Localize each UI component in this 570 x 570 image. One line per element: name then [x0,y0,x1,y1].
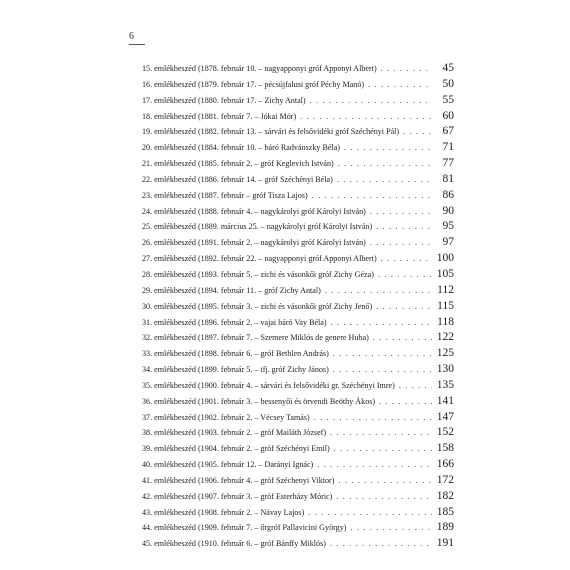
toc-dot-leader [374,270,432,279]
toc-row [142,62,454,78]
toc-entry-title: 29. emlékbeszéd (1894. február 11. – gróf Zichy Antal) [142,285,321,295]
toc-page-number: 67 [442,125,454,138]
toc-page-number: 97 [442,236,454,249]
toc-entry-title: 42. emlékbeszéd (1907. február 3. – gróf Esterházy Móric) [142,491,333,501]
toc-page-number: 55 [442,93,454,106]
toc-row [142,173,454,189]
toc-entry-title: 45. emlékbeszéd (1910. február 6. – gróf Bánffy Miklós) [142,539,326,549]
toc-dot-leader [304,508,432,517]
toc-page-number: 95 [442,220,454,233]
toc-entry-title: 41. emlékbeszéd (1906. február 4. – gróf Széchenyi Viktor) [142,475,335,485]
toc-dot-leader [334,476,432,485]
toc-page-number: 182 [436,489,454,502]
toc-dot-leader [321,286,432,295]
toc-row [142,537,454,553]
toc-page-number: 158 [436,442,454,455]
toc-page-number: 172 [436,473,454,486]
toc-page-number: 191 [436,537,454,550]
toc-entry-title: 17. emlékbeszéd (1880. február 17. – Zichy Antal) [142,95,306,105]
toc-row [142,252,454,268]
toc-page-number: 86 [442,188,454,201]
toc-row [142,236,454,252]
toc-dot-leader [296,112,432,121]
toc-entry-title: 27. emlékbeszéd (1892. február 22. – nagyapponyi gróf Apponyi Albert) [142,254,377,264]
toc-row [142,78,454,94]
toc-dot-leader [377,64,432,73]
toc-row [142,157,454,173]
toc-entry-title: 34. emlékbeszéd (1899. február 5. – ifj. gróf Zichy János) [142,365,329,375]
toc-page-number: 81 [442,172,454,185]
toc-dot-leader [366,207,432,216]
toc-row [142,141,454,157]
toc-entry-title: 25. emlékbeszéd (1889. március 25. – nagykárolyi gróf Károlyi István) [142,222,373,232]
toc-row [142,284,454,300]
toc-dot-leader [308,191,432,200]
toc-dot-leader [334,159,432,168]
toc-page-number: 77 [442,157,454,170]
toc-page-number: 105 [436,267,454,280]
toc-row [142,94,454,110]
toc-dot-leader [330,444,432,453]
toc-entry-title: 38. emlékbeszéd (1903. február 2. – gróf Mailáth József) [142,428,327,438]
toc-page-number: 90 [442,204,454,217]
toc-page-number: 50 [442,77,454,90]
toc-page-number: 185 [436,505,454,518]
toc-dot-leader [369,333,432,342]
toc-entry-title: 40. emlékbeszéd (1905. február 12. – Darányi Ignác) [142,460,314,470]
toc-page-number: 115 [437,299,454,312]
toc-page-number: 152 [436,426,454,439]
toc-dot-leader [327,318,432,327]
toc-page-number: 100 [436,252,454,265]
toc-row [142,268,454,284]
toc-row [142,347,454,363]
page-number: 6 [129,31,134,42]
toc-entry-title: 39. emlékbeszéd (1904. február 2. – gróf Széchényi Emil) [142,444,330,454]
toc-row [142,490,454,506]
toc-page-number: 45 [442,62,454,74]
toc-entry-title: 21. emlékbeszéd (1885. február 2. – gróf Keglevich István) [142,159,334,169]
toc-page-number: 135 [436,378,454,391]
toc-page-number: 118 [437,315,454,328]
toc-dot-leader [364,80,432,89]
toc-entry-title: 24. emlékbeszéd (1888. február 4. – nagykárolyi gróf Károlyi István) [142,206,366,216]
toc-page-number: 166 [436,458,454,471]
toc-entry-title: 26. emlékbeszéd (1891. február 2. – nagykárolyi gróf Károlyi István) [142,238,366,248]
toc-page-number: 71 [442,141,454,154]
toc-row [142,521,454,537]
toc-entry-title: 43. emlékbeszéd (1908. február 2. – Návay Lajos) [142,507,305,517]
toc-row [142,474,454,490]
toc-row [142,331,454,347]
toc-row [142,300,454,316]
toc-dot-leader [326,539,432,548]
toc-entry-title: 37. emlékbeszéd (1902. február 2. – Vécsey Tamás) [142,412,310,422]
toc-entry-title: 19. emlékbeszéd (1882. február 13. – sárvári és felsővidéki gróf Széchényi Pál) [142,127,400,137]
toc-entry-title: 35. emlékbeszéd (1900. február 4. – sárvári és felsővidéki gr. Széchényi Imre) [142,380,395,390]
toc-row [142,379,454,395]
toc-entry-title: 44. emlékbeszéd (1909. február 7. – őrgróf Pallavicini György) [142,523,347,533]
toc-entry-title: 22. emlékbeszéd (1886. február 14. – gróf Széchényi Béla) [142,174,333,184]
toc-row [142,411,454,427]
toc-entry-title: 36. emlékbeszéd (1901. február 3. – bessenyői és örvendi Beöthy Ákos) [142,396,376,406]
toc-entry-title: 15. emlékbeszéd (1878. február 10. – nagyapponyi gróf Apponyi Albert) [142,64,377,73]
toc-dot-leader [399,127,432,136]
toc-entry-title: 20. emlékbeszéd (1884. február 10. – báró Radvánszky Béla) [142,143,341,153]
table-of-contents [142,62,454,553]
toc-row [142,189,454,205]
toc-page-number: 122 [436,331,454,344]
toc-dot-leader [395,381,432,390]
toc-dot-leader [340,143,432,152]
toc-dot-leader [366,238,432,247]
toc-dot-leader [333,175,432,184]
toc-dot-leader [375,397,432,406]
toc-row [142,125,454,141]
toc-page-number: 112 [437,283,454,296]
toc-row [142,426,454,442]
toc-page-number: 147 [436,410,454,423]
toc-entry-title: 16. emlékbeszéd (1879. február 17. – pécsújfalusi gróf Péchy Manó) [142,79,365,89]
toc-row [142,205,454,221]
toc-page-number: 60 [442,109,454,122]
toc-entry-title: 33. emlékbeszéd (1898. február 6. – gróf Bethlen András) [142,349,329,359]
toc-page-number: 189 [436,521,454,534]
toc-dot-leader [377,254,432,263]
toc-dot-leader [346,523,432,532]
toc-row [142,316,454,332]
toc-row [142,110,454,126]
toc-page-number: 141 [436,394,454,407]
toc-row [142,506,454,522]
toc-dot-leader [326,428,432,437]
toc-dot-leader [329,365,432,374]
toc-entry-title: 18. emlékbeszéd (1881. február 7. – Jókai Mór) [142,111,297,121]
toc-page-number: 125 [436,347,454,360]
toc-dot-leader [332,492,432,501]
page-number-rule [129,44,145,45]
toc-entry-title: 32. emlékbeszéd (1897. február 7. – Szemere Miklós de genere Huba) [142,333,369,343]
toc-row [142,220,454,236]
toc-entry-title: 28. emlékbeszéd (1893. február 5. – zichi és vásonkői gróf Zichy Géza) [142,269,374,279]
toc-dot-leader [306,96,432,105]
toc-row [142,442,454,458]
toc-page-number: 130 [436,363,454,376]
toc-row [142,458,454,474]
toc-entry-title: 31. emlékbeszéd (1896. február 2. – vajai báró Vay Béla) [142,317,327,327]
toc-entry-title: 30. emlékbeszéd (1895. február 3. – zichi és vásonkői gróf Zichy Jenő) [142,301,373,311]
toc-dot-leader [372,222,432,231]
toc-dot-leader [313,460,432,469]
toc-row [142,395,454,411]
toc-row [142,363,454,379]
toc-dot-leader [310,413,432,422]
toc-dot-leader [372,302,432,311]
toc-dot-leader [329,349,432,358]
toc-entry-title: 23. emlékbeszéd (1887. február – gróf Tisza Lajos) [142,190,308,200]
